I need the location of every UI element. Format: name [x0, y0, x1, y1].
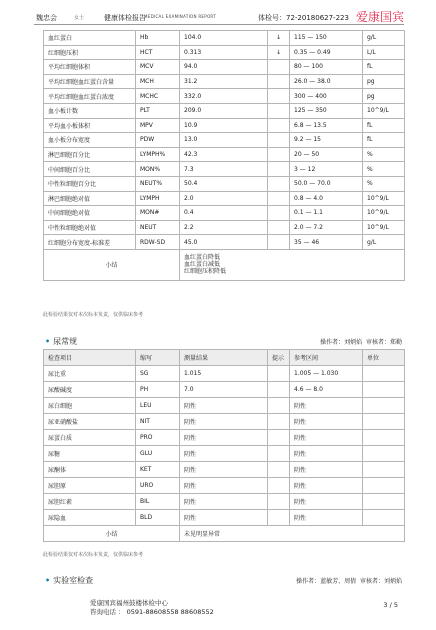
cell-code: GLU [136, 446, 180, 462]
cell-flag [268, 510, 290, 526]
blood-routine-table [43, 30, 405, 281]
cell-unit [363, 382, 405, 398]
cell-range: 2.0 — 7.2 [290, 220, 363, 235]
cell-code: URO [136, 478, 180, 494]
urine-reviewer: 审核者：郑勤 [365, 339, 402, 346]
cell-range: 6.8 — 13.5 [290, 118, 363, 133]
cell-range: 20 — 50 [290, 147, 363, 162]
cell-unit [363, 398, 405, 414]
cell-result: 7.0 [180, 382, 268, 398]
cell-unit: % [363, 162, 405, 177]
table-row [44, 60, 405, 75]
cell-name: 平均红细胞血红蛋白浓度 [44, 89, 136, 104]
cell-flag [268, 366, 290, 382]
table-row [44, 133, 405, 148]
cell-name: 尿糖 [44, 446, 136, 462]
cell-flag [268, 494, 290, 510]
cell-unit: L/L [363, 45, 405, 60]
cell-name: 平均红细胞血红蛋白含量 [44, 74, 136, 89]
cell-code: PH [136, 382, 180, 398]
cell-unit [363, 430, 405, 446]
table-row [44, 510, 405, 526]
table-row [44, 366, 405, 382]
cell-name: 中性粒细胞百分比 [44, 176, 136, 191]
cell-flag: ↓ [268, 45, 290, 60]
blood-note: 此检验结果仅对本次标本负责，仅供临床参考 [43, 312, 144, 318]
cell-name: 血小板分布宽度 [44, 133, 136, 148]
cell-flag [268, 206, 290, 221]
urine-summary-label: 小结 [44, 526, 180, 542]
cell-name: 平均血小板体积 [44, 118, 136, 133]
table-row [44, 103, 405, 118]
urine-summary-row [44, 526, 405, 542]
report-title-en: MEDICAL EXAMINATION REPORT [144, 14, 216, 19]
cell-name: 淋巴细胞百分比 [44, 147, 136, 162]
cell-flag [268, 220, 290, 235]
blood-summary-line: 血红蛋白减低 [184, 261, 221, 269]
blood-summary-line: 血红蛋白降低 [184, 254, 221, 262]
lab-reviewer: 审核者：刘炳焰 [359, 578, 402, 585]
cell-name: 红细胞压积 [44, 45, 136, 60]
cell-range: 0.1 — 1.1 [290, 206, 363, 221]
table-row [44, 74, 405, 89]
cell-result: 阴性 [180, 462, 268, 478]
cell-code: LYMPH% [136, 147, 180, 162]
cell-range: 1.005 — 1.030 [290, 366, 363, 382]
cell-code: MPV [136, 118, 180, 133]
cell-range: 115 — 150 [290, 31, 363, 46]
table-row [44, 45, 405, 60]
cell-name: 尿胆红素 [44, 494, 136, 510]
cell-name: 尿胆原 [44, 478, 136, 494]
cell-result: 阴性 [180, 446, 268, 462]
cell-result: 332.0 [180, 89, 268, 104]
cell-range: 阴性 [290, 398, 363, 414]
cell-name: 尿比重 [44, 366, 136, 382]
table-row [44, 414, 405, 430]
cell-name: 中间细胞百分比 [44, 162, 136, 177]
table-row [44, 206, 405, 221]
table-row [44, 176, 405, 191]
cell-result: 阴性 [180, 430, 268, 446]
cell-code: KET [136, 462, 180, 478]
cell-range: 0.8 — 4.0 [290, 191, 363, 206]
cell-flag [268, 191, 290, 206]
cell-name: 尿酮体 [44, 462, 136, 478]
cell-code: MCV [136, 60, 180, 75]
cell-unit: % [363, 147, 405, 162]
table-row [44, 478, 405, 494]
cell-range: 80 — 100 [290, 60, 363, 75]
urine-summary-text: 未见明显异常 [180, 526, 405, 542]
blood-summary-row [44, 249, 405, 280]
patient-name: 魏忠会 [36, 14, 57, 22]
cell-name: 尿隐血 [44, 510, 136, 526]
cell-range: 125 — 350 [290, 103, 363, 118]
table-row [44, 191, 405, 206]
blood-summary-line: 红细胞压积降低 [184, 268, 227, 276]
footer-center-name: 爱康国宾福州鼓楼体检中心 [90, 599, 168, 607]
cell-result: 42.3 [180, 147, 268, 162]
table-row [44, 162, 405, 177]
cell-name: 尿蛋白质 [44, 430, 136, 446]
cell-result: 2.2 [180, 220, 268, 235]
lab-section-header [43, 572, 404, 587]
cell-code: PLT [136, 103, 180, 118]
cell-result: 阴性 [180, 398, 268, 414]
table-row [44, 494, 405, 510]
table-row [44, 89, 405, 104]
col-header: 参考区间 [290, 350, 363, 366]
cell-result: 10.9 [180, 118, 268, 133]
cell-flag [268, 235, 290, 250]
cell-code: MON% [136, 162, 180, 177]
cell-code: NEUT [136, 220, 180, 235]
table-row [44, 430, 405, 446]
cell-code: MON# [136, 206, 180, 221]
col-header: 提示 [268, 350, 290, 366]
cell-code: Hb [136, 31, 180, 46]
table-row [44, 462, 405, 478]
cell-range: 阴性 [290, 462, 363, 478]
cell-unit [363, 366, 405, 382]
cell-name: 红细胞分布宽度-标准差 [44, 235, 136, 250]
report-title: 健康体检报告 [104, 14, 146, 22]
col-header: 测量结果 [180, 350, 268, 366]
cell-unit [363, 510, 405, 526]
cell-range: 阴性 [290, 414, 363, 430]
cell-code: PRO [136, 430, 180, 446]
cell-flag [268, 176, 290, 191]
table-row [44, 446, 405, 462]
cell-code: RDW-SD [136, 235, 180, 250]
cell-flag [268, 382, 290, 398]
page-number: 3 / 5 [383, 601, 398, 609]
section-bullet-icon: • [45, 576, 51, 585]
cell-range: 4.6 — 8.0 [290, 382, 363, 398]
cell-flag [268, 103, 290, 118]
cell-flag [268, 133, 290, 148]
cell-name: 中间细胞绝对值 [44, 206, 136, 221]
cell-unit: 10^9/L [363, 103, 405, 118]
cell-flag [268, 446, 290, 462]
col-header: 缩写 [136, 350, 180, 366]
lab-operator: 操作者：蓝敏芳、周倩 [296, 578, 357, 585]
cell-result: 阴性 [180, 494, 268, 510]
cell-flag [268, 430, 290, 446]
urine-operators [320, 337, 402, 346]
cell-name: 淋巴细胞绝对值 [44, 191, 136, 206]
cell-unit: 10^9/L [363, 206, 405, 221]
cell-range: 阴性 [290, 478, 363, 494]
patient-gender: 女士 [74, 15, 85, 21]
cell-code: PDW [136, 133, 180, 148]
cell-range: 9.2 — 15 [290, 133, 363, 148]
cell-code: BLD [136, 510, 180, 526]
cell-code: SG [136, 366, 180, 382]
cell-flag: ↓ [268, 31, 290, 46]
cell-unit: pg [363, 74, 405, 89]
cell-unit: pg [363, 89, 405, 104]
cell-range: 50.0 — 70.0 [290, 176, 363, 191]
cell-result: 0.313 [180, 45, 268, 60]
cell-unit [363, 414, 405, 430]
cell-flag [268, 147, 290, 162]
table-row [44, 31, 405, 46]
cell-name: 尿白细胞 [44, 398, 136, 414]
cell-result: 阴性 [180, 478, 268, 494]
cell-unit: fL [363, 133, 405, 148]
exam-number: 体检号：72-20180627-223 [258, 14, 349, 22]
cell-range: 35 — 46 [290, 235, 363, 250]
table-row [44, 220, 405, 235]
cell-name: 尿亚硝酸盐 [44, 414, 136, 430]
cell-flag [268, 478, 290, 494]
cell-result: 阴性 [180, 414, 268, 430]
cell-unit [363, 494, 405, 510]
cell-code: HCT [136, 45, 180, 60]
cell-unit: % [363, 176, 405, 191]
cell-code: MCHC [136, 89, 180, 104]
urine-section-title: • 尿常规 [45, 337, 78, 346]
cell-code: BIL [136, 494, 180, 510]
urine-routine-table [43, 349, 405, 542]
blood-summary-label: 小结 [44, 249, 180, 280]
section-bullet-icon: • [45, 337, 51, 346]
blood-summary-text [180, 249, 405, 280]
table-row [44, 147, 405, 162]
cell-range: 300 — 400 [290, 89, 363, 104]
cell-flag [268, 162, 290, 177]
cell-name: 中性粒细胞绝对值 [44, 220, 136, 235]
lab-section-title: • 实验室检查 [45, 576, 94, 585]
cell-name: 尿酸碱度 [44, 382, 136, 398]
cell-code: NEUT% [136, 176, 180, 191]
cell-result: 2.0 [180, 191, 268, 206]
cell-result: 13.0 [180, 133, 268, 148]
cell-result: 31.2 [180, 74, 268, 89]
report-header [34, 6, 404, 25]
cell-result: 0.4 [180, 206, 268, 221]
cell-code: LYMPH [136, 191, 180, 206]
cell-result: 阴性 [180, 510, 268, 526]
urine-operator: 操作者：刘炳焰 [320, 339, 363, 346]
cell-result: 94.0 [180, 60, 268, 75]
cell-unit: fL [363, 118, 405, 133]
cell-range: 阴性 [290, 446, 363, 462]
cell-result: 209.0 [180, 103, 268, 118]
cell-flag [268, 398, 290, 414]
cell-result: 104.0 [180, 31, 268, 46]
lab-operators [296, 576, 402, 585]
table-row [44, 398, 405, 414]
cell-unit [363, 446, 405, 462]
cell-flag [268, 118, 290, 133]
cell-unit: fL [363, 60, 405, 75]
cell-result: 45.0 [180, 235, 268, 250]
cell-unit: 10^9/L [363, 220, 405, 235]
cell-result: 50.4 [180, 176, 268, 191]
cell-unit: 10^9/L [363, 191, 405, 206]
cell-range: 26.0 — 38.0 [290, 74, 363, 89]
col-header: 单位 [363, 350, 405, 366]
cell-code: LEU [136, 398, 180, 414]
cell-code: MCH [136, 74, 180, 89]
cell-range: 0.35 — 0.49 [290, 45, 363, 60]
cell-range: 阴性 [290, 494, 363, 510]
cell-code: NIT [136, 414, 180, 430]
cell-range: 阴性 [290, 430, 363, 446]
cell-unit: g/L [363, 235, 405, 250]
urine-table-header [44, 350, 405, 366]
cell-name: 平均红细胞体积 [44, 60, 136, 75]
urine-section-header [43, 333, 404, 348]
table-row [44, 382, 405, 398]
cell-unit [363, 462, 405, 478]
cell-range: 阴性 [290, 510, 363, 526]
cell-flag [268, 89, 290, 104]
cell-result: 7.3 [180, 162, 268, 177]
cell-flag [268, 60, 290, 75]
cell-flag [268, 414, 290, 430]
cell-unit [363, 478, 405, 494]
footer-phone: 咨询电话 ： 0591-88608558 88608552 [90, 608, 214, 616]
cell-flag [268, 74, 290, 89]
cell-flag [268, 462, 290, 478]
col-header: 检查项目 [44, 350, 136, 366]
cell-name: 血红蛋白 [44, 31, 136, 46]
cell-result: 1.015 [180, 366, 268, 382]
cell-name: 血小板计数 [44, 103, 136, 118]
brand-logo: 爱康国宾 [355, 10, 404, 24]
urine-note: 此检验结果仅对本次标本负责，仅供临床参考 [43, 552, 144, 558]
table-row [44, 118, 405, 133]
cell-range: 3 — 12 [290, 162, 363, 177]
cell-unit: g/L [363, 31, 405, 46]
table-row [44, 235, 405, 250]
